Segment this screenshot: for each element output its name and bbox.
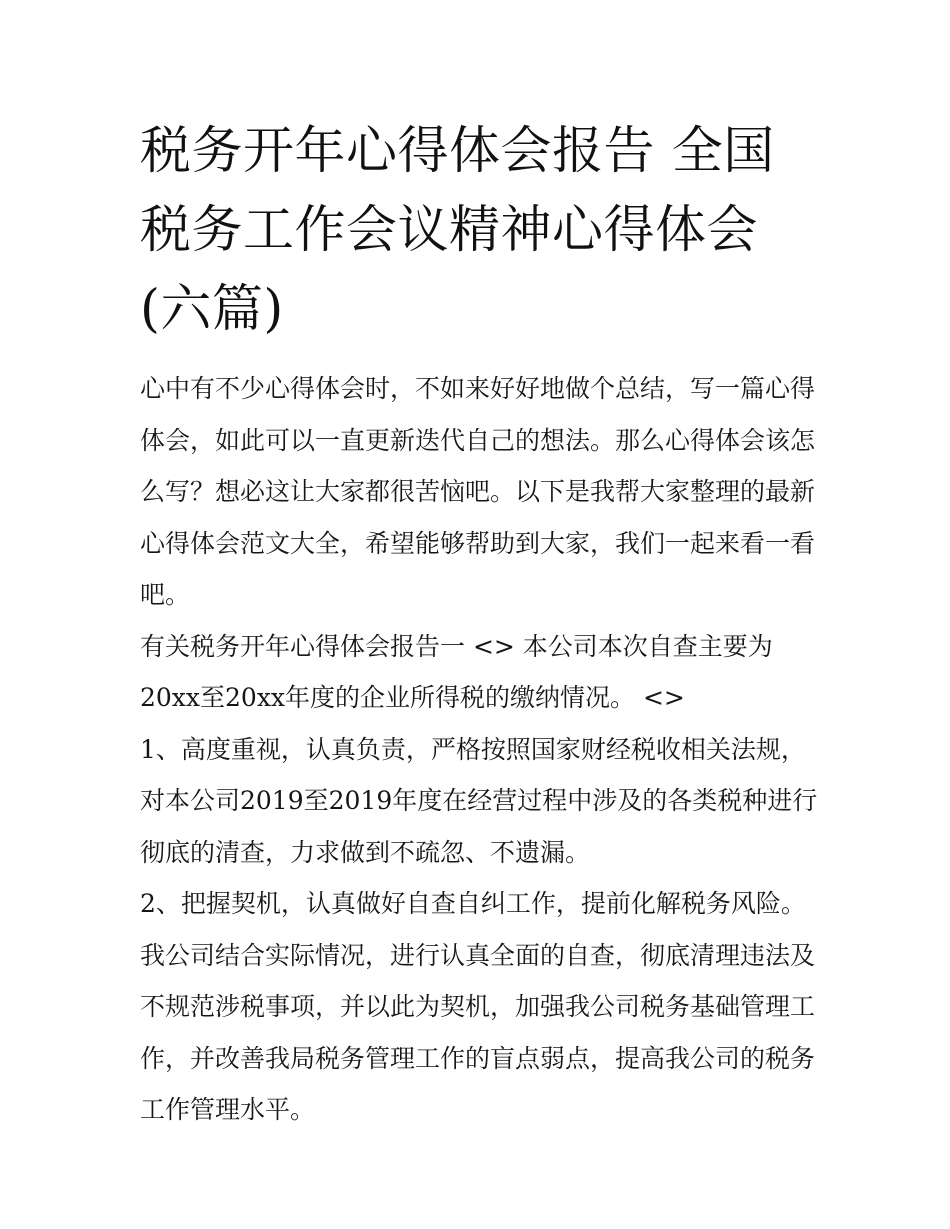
- report-one-paragraph: 有关税务开年心得体会报告一 <> 本公司本次自查主要为20xx至20xx年度的企业所得税的缴纳情况。 <>: [140, 631, 773, 712]
- point-one-paragraph: 1、高度重视，认真负责，严格按照国家财经税收相关法规，对本公司2019至2019年度在经营过程中涉及的各类税种进行彻底的清查，力求做到不疏忽、不遗漏。: [140, 734, 818, 867]
- intro-paragraph: 心中有不少心得体会时，不如来好好地做个总结，写一篇心得体会，如此可以一直更新迭代自己的想法。那么心得体会该怎么写？想必这让大家都很苦恼吧。以下是我帮大家整理的最新心得体会范文大全，希望能够帮助到大家，我们一起来看一看吧。: [140, 374, 816, 609]
- document-page: [140, 112, 820, 1136]
- document-title: 税务开年心得体会报告 全国税务工作会议精神心得体会(六篇): [140, 122, 775, 339]
- point-two-paragraph: 2、把握契机，认真做好自查自纠工作，提前化解税务风险。我公司结合实际情况，进行认真全面的自查，彻底清理违法及不规范涉税事项，并以此为契机，加强我公司税务基础管理工作，并改善我局税务管理工作的盲点弱点，提高我公司的税务工作管理水平。: [140, 889, 816, 1124]
- document-body: [140, 363, 820, 1136]
